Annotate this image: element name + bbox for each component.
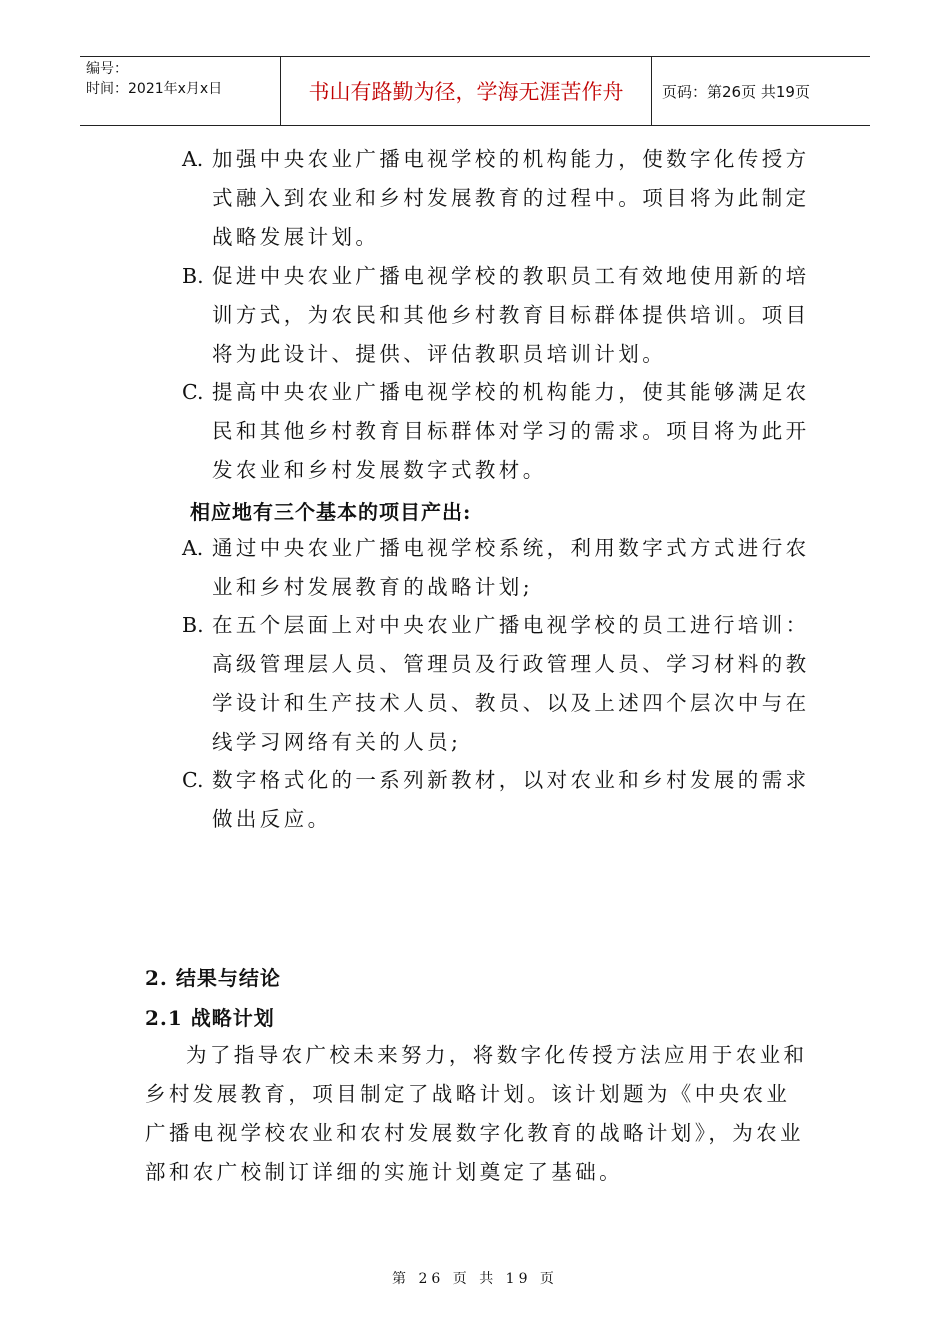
list-marker: A. (182, 147, 204, 171)
list-item-text: 促进中央农业广播电视学校的教职员工有效地使用新的培训方式，为农民和其他乡村教育目标群体提供培训。项目将为此设计、提供、评估教职员培训计划。 (212, 264, 810, 366)
section-2-1-paragraph: 为了指导农广校未来努力，将数字化传授方法应用于农业和乡村发展教育，项目制定了战略计划。该计划题为《中央农业广播电视学校农业和农村发展数字化教育的战略计划》，为农业部和农广校制订详细的实施计划奠定了基础。 (145, 1043, 808, 1184)
section-2-title: 2. 结果与结论 (145, 966, 281, 990)
page-footer: 第 26 页 共 19 页 (392, 1271, 558, 1287)
list-item (182, 606, 812, 762)
list-item (182, 373, 812, 490)
list-marker: C. (182, 380, 204, 404)
list-item-text: 加强中央农业广播电视学校的机构能力，使数字化传授方式融入到农业和乡村发展教育的过程中。项目将为此制定战略发展计划。 (212, 147, 810, 249)
list-item-text: 在五个层面上对中央农业广播电视学校的员工进行培训：高级管理层人员、管理员及行政管理人员、学习材料的教学设计和生产技术人员、教员、以及上述四个层次中与在线学习网络有关的人员; (212, 613, 810, 754)
list-item (182, 257, 812, 374)
list-item (182, 761, 812, 839)
header-page-info: 页码：第26页 共19页 (662, 82, 810, 101)
page-header (80, 56, 870, 126)
section-2-1-title: 2.1 战略计划 (145, 1006, 275, 1030)
list-item-text: 通过中央农业广播电视学校系统，利用数字式方式进行农业和乡村发展教育的战略计划; (212, 536, 810, 599)
date-label: 时间：2021年x月x日 (86, 81, 223, 97)
list-item-text: 数字格式化的一系列新教材，以对农业和乡村发展的需求做出反应。 (212, 768, 810, 831)
list-marker: A. (182, 536, 204, 560)
list-item (182, 140, 812, 257)
header-motto: 书山有路勤为径，学海无涯苦作舟 (280, 57, 652, 125)
list-item (182, 529, 812, 607)
list-marker: B. (182, 613, 204, 637)
list-marker: C. (182, 768, 204, 792)
header-meta (80, 57, 280, 125)
serial-label: 编号： (86, 61, 128, 77)
list-marker: B. (182, 264, 204, 288)
outputs-heading: 相应地有三个基本的项目产出: (190, 500, 472, 524)
list-item-text: 提高中央农业广播电视学校的机构能力，使其能够满足农民和其他乡村教育目标群体对学习的需求。项目将为此开发农业和乡村发展数字式教材。 (212, 380, 810, 482)
